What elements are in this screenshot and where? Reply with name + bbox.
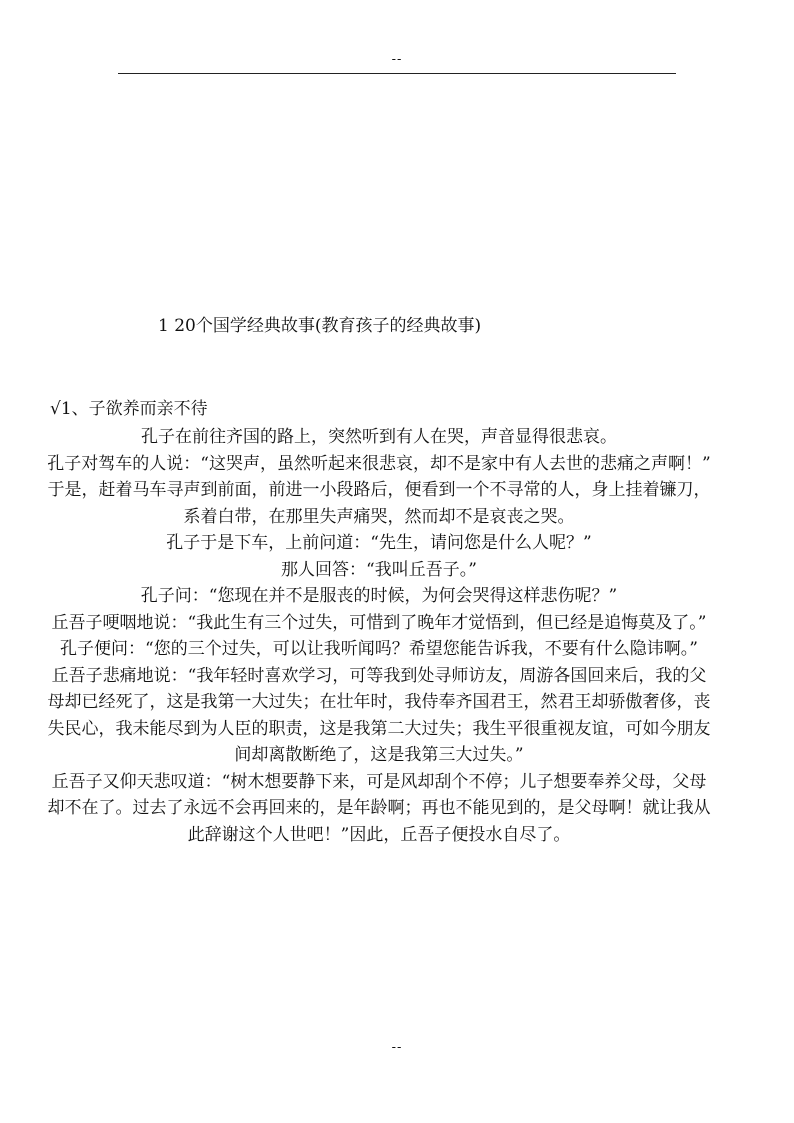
header-divider xyxy=(118,73,676,74)
story-paragraph: 丘吾子悲痛地说：“我年轻时喜欢学习，可等我到处寻师访友，周游各国回来后，我的父母却已经死了，这是我第一大过失；在壮年时，我侍奉齐国君王，然君王却骄傲奢侈，丧失民心，我未能尽到为人臣的职责，这是我第二大过失；我生平很重视友谊，可如今朋友间却离散断绝了，这是我第三大过失。” xyxy=(47,665,711,765)
story-paragraph: 孔子便问：“您的三个过失，可以让我听闻吗？希望您能告诉我，不要有什么隐讳啊。” xyxy=(60,639,698,659)
story-paragraph: 孔子对驾车的人说：“这哭声，虽然听起来很悲哀，却不是家中有人去世的悲痛之声啊！” xyxy=(47,453,711,474)
story-paragraph: 孔子于是下车，上前问道：“先生，请问您是什么人呢？” xyxy=(166,533,592,553)
page-footer-mark: -- xyxy=(391,1040,403,1055)
story-paragraph: 于是，赶着马车寻声到前面，前进一小段路后，便看到一个不寻常的人，身上挂着镰刀，系着白带，在那里失声痛哭，然而却不是哀丧之哭。 xyxy=(47,480,711,527)
document-title: 1 20个国学经典故事(教育孩子的经典故事) xyxy=(158,316,482,336)
story-paragraph: 丘吾子又仰天悲叹道：“树木想要静下来，可是风却刮个不停；儿子想要奉养父母，父母却不在了。过去了永远不会再回来的，是年龄啊；再也不能见到的，是父母啊！就让我从此辞谢这个人世吧！”因此，丘吾子便投水自尽了。 xyxy=(47,771,711,845)
story-paragraph: 丘吾子哽咽地说：“我此生有三个过失，可惜到了晚年才觉悟到，但已经是追悔莫及了。” xyxy=(51,612,707,633)
story-paragraph: 孔子问：“您现在并不是服丧的时候，为何会哭得这样悲伤呢？” xyxy=(140,586,618,606)
story-paragraph: 孔子在前往齐国的路上，突然听到有人在哭，声音显得很悲哀。 xyxy=(141,427,617,447)
story-paragraph: 那人回答：“我叫丘吾子。” xyxy=(281,559,477,580)
page-header-mark: -- xyxy=(391,52,403,67)
story-body xyxy=(44,424,714,848)
section-heading: √1、子欲养而亲不待 xyxy=(50,399,208,419)
